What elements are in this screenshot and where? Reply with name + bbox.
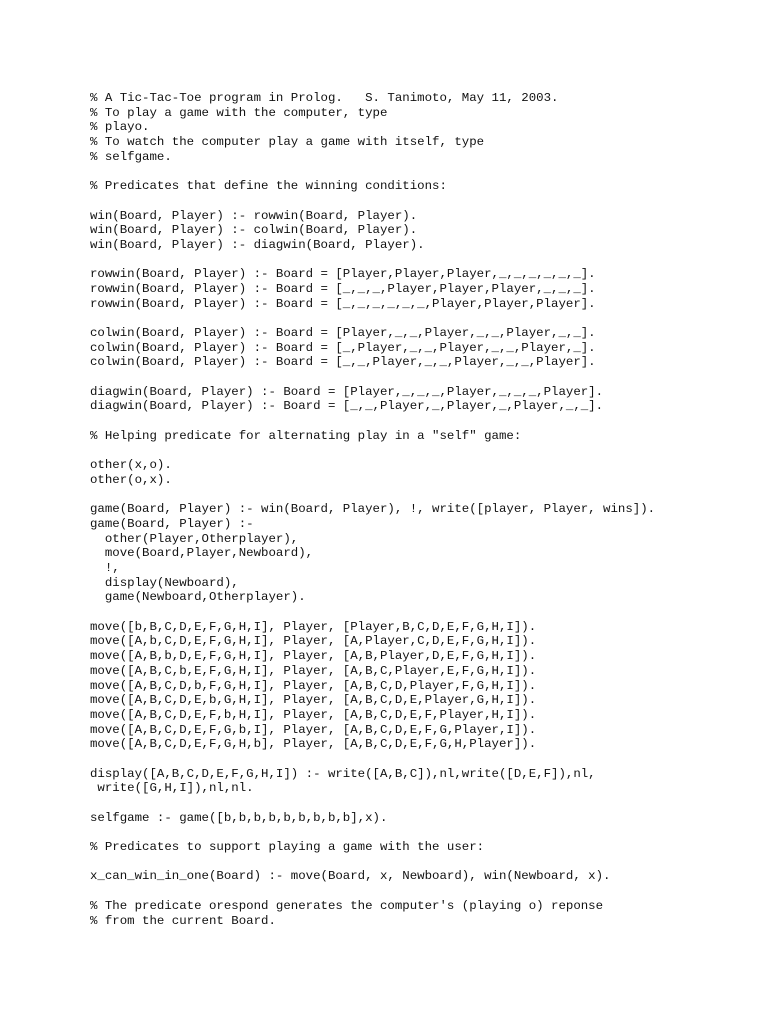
comment-line: % To play a game with the computer, type xyxy=(90,105,388,120)
code-line: rowwin(Board, Player) :- Board = [_,_,_,Player,Player,Player,_,_,_]. xyxy=(90,281,596,296)
code-line: rowwin(Board, Player) :- Board = [_,_,_,_,_,_,Player,Player,Player]. xyxy=(90,296,596,311)
code-line: !, xyxy=(90,561,120,575)
comment-line: % To watch the computer play a game with itself, type xyxy=(90,135,485,150)
blank-line xyxy=(90,444,655,459)
code-line: x_can_win_in_one(Board) :- move(Board, x, Newboard), win(Newboard, x). xyxy=(90,869,611,884)
code-line: selfgame :- game([b,b,b,b,b,b,b,b,b],x). xyxy=(90,810,388,825)
code-line: win(Board, Player) :- diagwin(Board, Player). xyxy=(90,237,425,252)
comment-line: % from the current Board. xyxy=(90,913,276,928)
comment-line: % Predicates that define the winning conditions: xyxy=(90,179,447,194)
blank-line xyxy=(90,884,655,899)
blank-line xyxy=(90,825,655,840)
blank-line xyxy=(90,253,655,268)
code-line: display(Newboard), xyxy=(90,575,239,590)
code-line: game(Newboard,Otherplayer). xyxy=(90,590,306,605)
code-line: other(o,x). xyxy=(90,472,172,487)
blank-line xyxy=(90,311,655,326)
code-line: move([b,B,C,D,E,F,G,H,I], Player, [Player,B,C,D,E,F,G,H,I]). xyxy=(90,619,537,634)
code-line: move([A,B,C,D,E,b,G,H,I], Player, [A,B,C,D,E,Player,G,H,I]). xyxy=(90,693,537,708)
code-line: colwin(Board, Player) :- Board = [_,_,Player,_,_,Player,_,_,Player]. xyxy=(90,355,596,370)
code-line: win(Board, Player) :- colwin(Board, Player). xyxy=(90,223,418,238)
code-line: move([A,B,C,D,b,F,G,H,I], Player, [A,B,C,D,Player,F,G,H,I]). xyxy=(90,678,537,693)
blank-line xyxy=(90,164,655,179)
blank-line xyxy=(90,752,655,767)
comment-line: % playo. xyxy=(90,120,150,135)
comment-line: % Predicates to support playing a game with the user: xyxy=(90,840,485,855)
blank-line xyxy=(90,605,655,620)
code-line: colwin(Board, Player) :- Board = [_,Player,_,_,Player,_,_,Player,_]. xyxy=(90,340,596,355)
code-line: move([A,B,C,D,E,F,G,b,I], Player, [A,B,C,D,E,F,G,Player,I]). xyxy=(90,722,537,737)
code-line: display([A,B,C,D,E,F,G,H,I]) :- write([A,B,C]),nl,write([D,E,F]),nl, xyxy=(90,766,596,781)
code-line: game(Board, Player) :- xyxy=(90,516,254,531)
blank-line xyxy=(90,488,655,503)
blank-line xyxy=(90,194,655,209)
code-line: move([A,B,b,D,E,F,G,H,I], Player, [A,B,Player,D,E,F,G,H,I]). xyxy=(90,649,537,664)
blank-line xyxy=(90,855,655,870)
comment-line: % A Tic-Tac-Toe program in Prolog. S. Tanimoto, May 11, 2003. xyxy=(90,91,559,105)
code-line: game(Board, Player) :- win(Board, Player), !, write([player, Player, wins]). xyxy=(90,502,656,517)
code-line: move([A,b,C,D,E,F,G,H,I], Player, [A,Player,C,D,E,F,G,H,I]). xyxy=(90,634,537,649)
code-line: rowwin(Board, Player) :- Board = [Player,Player,Player,_,_,_,_,_,_]. xyxy=(90,267,596,282)
code-line: other(Player,Otherplayer), xyxy=(90,531,299,546)
comment-line: % The predicate orespond generates the computer's (playing o) reponse xyxy=(90,898,604,913)
comment-line: % selfgame. xyxy=(90,149,172,164)
code-line: write([G,H,I]),nl,nl. xyxy=(90,781,254,796)
code-line: diagwin(Board, Player) :- Board = [Player,_,_,_,Player,_,_,_,Player]. xyxy=(90,384,604,399)
code-line: move([A,B,C,b,E,F,G,H,I], Player, [A,B,C,Player,E,F,G,H,I]). xyxy=(90,663,537,678)
blank-line xyxy=(90,414,655,429)
code-line: colwin(Board, Player) :- Board = [Player,_,_,Player,_,_,Player,_,_]. xyxy=(90,326,596,340)
code-line: move([A,B,C,D,E,F,G,H,b], Player, [A,B,C,D,E,F,G,H,Player]). xyxy=(90,737,537,752)
blank-line xyxy=(90,370,655,385)
code-line: win(Board, Player) :- rowwin(Board, Player). xyxy=(90,208,418,223)
code-line: move([A,B,C,D,E,F,b,H,I], Player, [A,B,C,D,E,F,Player,H,I]). xyxy=(90,707,537,722)
code-line: other(x,o). xyxy=(90,458,172,473)
code-line: diagwin(Board, Player) :- Board = [_,_,Player,_,Player,_,Player,_,_]. xyxy=(90,399,604,414)
blank-line xyxy=(90,796,655,811)
prolog-code-listing xyxy=(90,91,655,928)
comment-line: % Helping predicate for alternating play in a "self" game: xyxy=(90,428,522,443)
code-line: move(Board,Player,Newboard), xyxy=(90,546,314,561)
